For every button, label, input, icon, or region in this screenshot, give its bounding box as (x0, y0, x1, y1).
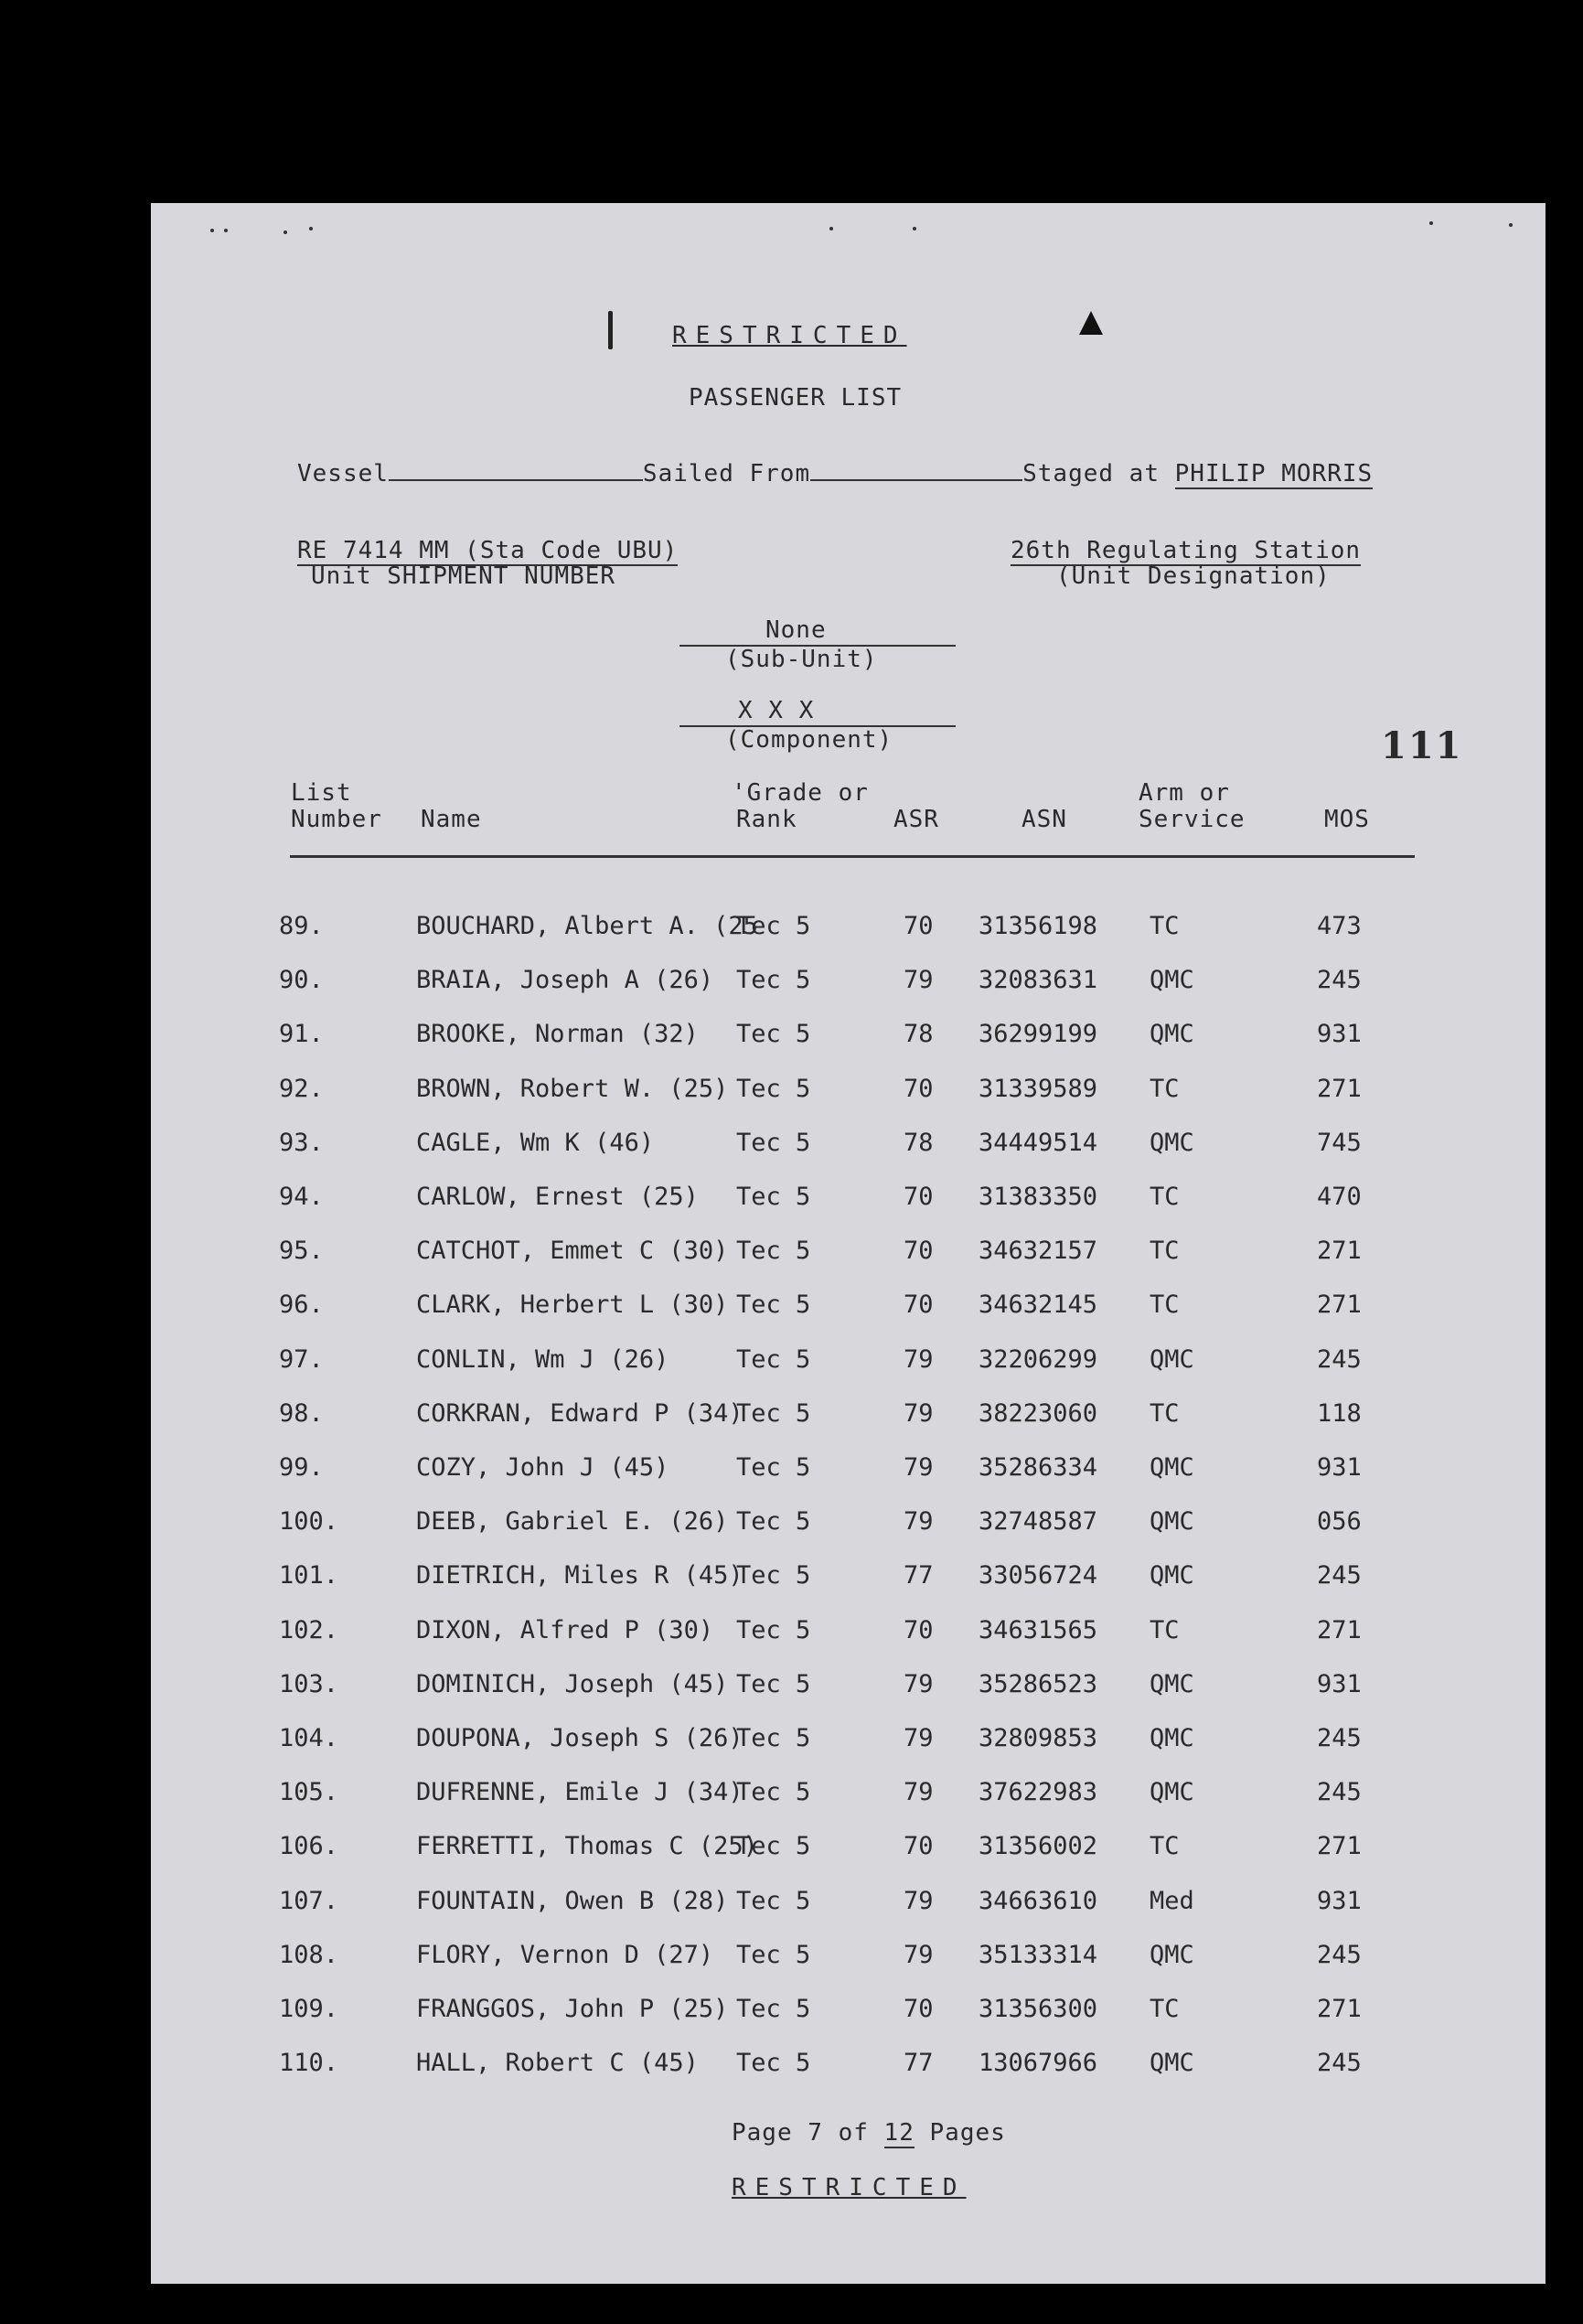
row-name: CAGLE, Wm K (46) (416, 1128, 655, 1157)
row-grade: Tec 5 (736, 1020, 811, 1049)
table-row (151, 966, 1546, 1002)
col-mos: MOS (1324, 806, 1370, 833)
row-mos: 271 (1317, 1074, 1362, 1103)
row-asn: 36299199 (979, 1020, 1098, 1049)
shipment-number: RE 7414 MM (Sta Code UBU) (297, 537, 679, 564)
row-asn: 32083631 (979, 966, 1098, 995)
table-row (151, 1995, 1546, 2031)
row-arm: TC (1150, 1615, 1180, 1644)
row-asn: 35286334 (979, 1453, 1098, 1482)
table-row (151, 1670, 1546, 1707)
row-number: 95. (279, 1237, 324, 1266)
row-asr: 70 (904, 1237, 934, 1266)
row-asr: 70 (904, 912, 934, 940)
vessel-line (297, 459, 1373, 489)
row-arm: TC (1150, 1183, 1180, 1211)
row-name: HALL, Robert C (45) (416, 2049, 699, 2078)
row-asn: 13067966 (979, 2049, 1098, 2078)
row-asr: 79 (904, 1453, 934, 1482)
row-mos: 931 (1317, 1020, 1362, 1049)
row-mos: 473 (1317, 912, 1362, 940)
row-mos: 245 (1317, 1561, 1362, 1590)
pen-mark (608, 311, 613, 349)
row-asn: 34631565 (979, 1615, 1098, 1644)
table-row (151, 1291, 1546, 1327)
row-number: 96. (279, 1291, 324, 1320)
sub-unit-caption: (Sub-Unit) (725, 646, 878, 673)
row-grade: Tec 5 (736, 1398, 811, 1428)
row-number: 97. (279, 1344, 324, 1374)
row-mos: 245 (1317, 966, 1362, 995)
row-asn: 34632145 (979, 1291, 1098, 1320)
row-mos: 271 (1317, 1995, 1362, 2023)
row-name: CLARK, Herbert L (30) (416, 1291, 729, 1320)
row-grade: Tec 5 (736, 2049, 811, 2078)
speck-mark (210, 229, 214, 232)
speck-mark (829, 227, 833, 230)
row-name: FLORY, Vernon D (27) (416, 1940, 714, 1969)
row-mos: 245 (1317, 1724, 1362, 1752)
row-name: DOUPONA, Joseph S (26) (416, 1724, 743, 1752)
row-number: 106. (279, 1832, 339, 1861)
row-mos: 745 (1317, 1128, 1362, 1157)
table-row (151, 1183, 1546, 1219)
table-row (151, 1237, 1546, 1273)
row-arm: Med (1150, 1886, 1194, 1915)
row-asn: 35286523 (979, 1669, 1098, 1698)
vessel-label: Vessel (297, 460, 389, 487)
row-arm: TC (1150, 1398, 1180, 1428)
row-arm: QMC (1150, 1507, 1194, 1537)
row-arm: QMC (1150, 1020, 1194, 1049)
row-arm: TC (1150, 1074, 1180, 1103)
row-mos: 271 (1317, 1237, 1362, 1266)
row-asn: 31356300 (979, 1995, 1098, 2023)
col-grade-2: Rank (736, 806, 797, 833)
table-row (151, 1020, 1546, 1056)
row-asn: 37622983 (979, 1778, 1098, 1807)
row-asr: 79 (904, 1669, 934, 1698)
speck-mark (1509, 223, 1513, 227)
row-asn: 31339589 (979, 1074, 1098, 1103)
row-name: CORKRAN, Edward P (34) (416, 1398, 743, 1428)
row-asn: 31383350 (979, 1183, 1098, 1211)
row-grade: Tec 5 (736, 1669, 811, 1698)
row-number: 101. (279, 1561, 339, 1590)
row-asr: 79 (904, 1724, 934, 1752)
row-name: DEEB, Gabriel E. (26) (416, 1507, 729, 1537)
row-asr: 79 (904, 1344, 934, 1374)
table-row (151, 1887, 1546, 1923)
row-asn: 31356002 (979, 1832, 1098, 1861)
row-mos: 245 (1317, 1778, 1362, 1807)
row-name: FOUNTAIN, Owen B (28) (416, 1886, 729, 1915)
col-grade-1: 'Grade or (732, 779, 869, 807)
row-number: 100. (279, 1507, 339, 1537)
list-title: PASSENGER LIST (689, 384, 903, 412)
row-arm: QMC (1150, 1561, 1194, 1590)
col-list-number-1: List (291, 779, 352, 807)
row-asn: 38223060 (979, 1398, 1098, 1428)
table-row (151, 912, 1546, 948)
row-mos: 245 (1317, 1940, 1362, 1969)
row-arm: TC (1150, 912, 1180, 940)
row-mos: 271 (1317, 1291, 1362, 1320)
page-prefix: Page 7 of (732, 2119, 869, 2147)
restricted-footer: RESTRICTED (732, 2174, 967, 2201)
row-asr: 70 (904, 1291, 934, 1320)
row-mos: 470 (1317, 1183, 1362, 1211)
row-asr: 78 (904, 1020, 934, 1049)
row-arm: TC (1150, 1995, 1180, 2023)
table-row (151, 1724, 1546, 1761)
sailed-from-label: Sailed From (642, 460, 811, 487)
col-name: Name (421, 806, 482, 833)
header-rule (290, 855, 1415, 858)
row-asr: 79 (904, 1398, 934, 1428)
table-row (151, 1561, 1546, 1598)
row-number: 98. (279, 1398, 324, 1428)
shipment-caption: Unit SHIPMENT NUMBER (311, 562, 616, 590)
table-row (151, 2049, 1546, 2085)
row-mos: 245 (1317, 1344, 1362, 1374)
row-asr: 70 (904, 1074, 934, 1103)
row-arm: QMC (1150, 1453, 1194, 1482)
row-arm: QMC (1150, 1778, 1194, 1807)
row-arm: TC (1150, 1237, 1180, 1266)
row-name: FRANGGOS, John P (25) (416, 1995, 729, 2023)
restricted-heading: RESTRICTED (672, 322, 907, 349)
row-asr: 70 (904, 1995, 934, 2023)
speck-mark (1429, 221, 1433, 225)
row-asn: 35133314 (979, 1940, 1098, 1969)
row-asn: 31356198 (979, 912, 1098, 940)
row-name: FERRETTI, Thomas C (25) (416, 1832, 758, 1861)
table-row (151, 1832, 1546, 1869)
row-asn: 34632157 (979, 1237, 1098, 1266)
row-name: BROOKE, Norman (32) (416, 1020, 699, 1049)
row-name: COZY, John J (45) (416, 1453, 669, 1482)
page-total: 12 (883, 2119, 915, 2147)
speck-mark (283, 230, 287, 234)
row-name: DIETRICH, Miles R (45) (416, 1561, 743, 1590)
row-asn: 33056724 (979, 1561, 1098, 1590)
row-number: 94. (279, 1183, 324, 1211)
table-row (151, 1399, 1546, 1436)
row-name: BROWN, Robert W. (25) (416, 1074, 729, 1103)
row-name: DIXON, Alfred P (30) (416, 1615, 714, 1644)
row-mos: 245 (1317, 2049, 1362, 2078)
row-grade: Tec 5 (736, 1291, 811, 1320)
row-number: 93. (279, 1128, 324, 1157)
row-grade: Tec 5 (736, 912, 811, 940)
unit-designation-caption: (Unit Designation) (1056, 562, 1331, 590)
triangle-mark-icon (1079, 311, 1103, 335)
row-asn: 32748587 (979, 1507, 1098, 1537)
row-asr: 77 (904, 1561, 934, 1590)
row-grade: Tec 5 (736, 1507, 811, 1537)
row-number: 105. (279, 1778, 339, 1807)
row-grade: Tec 5 (736, 1561, 811, 1590)
page-count (732, 2119, 1006, 2148)
row-number: 89. (279, 912, 324, 940)
row-grade: Tec 5 (736, 1724, 811, 1752)
row-grade: Tec 5 (736, 1778, 811, 1807)
row-asr: 70 (904, 1615, 934, 1644)
vessel-blank (389, 459, 643, 481)
col-list-number-2: Number (291, 806, 382, 833)
row-grade: Tec 5 (736, 1886, 811, 1915)
row-asn: 32206299 (979, 1344, 1098, 1374)
row-mos: 931 (1317, 1886, 1362, 1915)
row-arm: QMC (1150, 966, 1194, 995)
row-asr: 79 (904, 1940, 934, 1969)
row-mos: 056 (1317, 1507, 1362, 1537)
row-arm: TC (1150, 1832, 1180, 1861)
speck-mark (224, 229, 228, 232)
row-name: DOMINICH, Joseph (45) (416, 1669, 729, 1698)
row-name: BOUCHARD, Albert A. (25 (416, 912, 758, 940)
row-grade: Tec 5 (736, 1832, 811, 1861)
row-number: 110. (279, 2049, 339, 2078)
row-mos: 271 (1317, 1832, 1362, 1861)
page-suffix: Pages (929, 2119, 1006, 2147)
row-number: 92. (279, 1074, 324, 1103)
row-arm: QMC (1150, 1724, 1194, 1752)
row-arm: QMC (1150, 1344, 1194, 1374)
row-asr: 77 (904, 2049, 934, 2078)
row-name: DUFRENNE, Emile J (34) (416, 1778, 743, 1807)
row-asr: 79 (904, 1507, 934, 1537)
row-number: 104. (279, 1724, 339, 1752)
row-asn: 34449514 (979, 1128, 1098, 1157)
row-name: CONLIN, Wm J (26) (416, 1344, 669, 1374)
table-row (151, 1941, 1546, 1977)
row-grade: Tec 5 (736, 1995, 811, 2023)
table-row (151, 1453, 1546, 1490)
row-asn: 34663610 (979, 1886, 1098, 1915)
row-grade: Tec 5 (736, 1183, 811, 1211)
row-grade: Tec 5 (736, 1615, 811, 1644)
row-asn: 32809853 (979, 1724, 1098, 1752)
row-asr: 70 (904, 1832, 934, 1861)
row-asr: 78 (904, 1128, 934, 1157)
row-mos: 931 (1317, 1453, 1362, 1482)
col-asr: ASR (893, 806, 939, 833)
row-grade: Tec 5 (736, 1453, 811, 1482)
row-name: CATCHOT, Emmet C (30) (416, 1237, 729, 1266)
row-number: 109. (279, 1995, 339, 2023)
row-asr: 70 (904, 1183, 934, 1211)
component-value: X X X (738, 697, 815, 724)
row-number: 103. (279, 1669, 339, 1698)
col-asn: ASN (1021, 806, 1067, 833)
row-number: 90. (279, 966, 324, 995)
table-row (151, 1778, 1546, 1815)
row-number: 107. (279, 1886, 339, 1915)
col-arm-1: Arm or (1139, 779, 1230, 807)
unit-designation: 26th Regulating Station (1011, 537, 1362, 564)
table-row (151, 1345, 1546, 1382)
row-asr: 79 (904, 1886, 934, 1915)
sheet-number: 111 (1381, 724, 1463, 767)
row-number: 102. (279, 1615, 339, 1644)
row-arm: QMC (1150, 2049, 1194, 2078)
table-row (151, 1129, 1546, 1165)
row-mos: 931 (1317, 1669, 1362, 1698)
row-grade: Tec 5 (736, 1344, 811, 1374)
row-number: 91. (279, 1020, 324, 1049)
staged-at-label: Staged at (1022, 460, 1160, 487)
row-arm: QMC (1150, 1669, 1194, 1698)
speck-mark (309, 227, 313, 230)
component-caption: (Component) (725, 726, 893, 754)
sailed-from-blank (810, 459, 1022, 481)
table-row (151, 1616, 1546, 1653)
row-grade: Tec 5 (736, 1128, 811, 1157)
row-asr: 79 (904, 966, 934, 995)
table-row (151, 1507, 1546, 1544)
row-arm: TC (1150, 1291, 1180, 1320)
row-grade: Tec 5 (736, 1237, 811, 1266)
row-name: CARLOW, Ernest (25) (416, 1183, 699, 1211)
speck-mark (913, 227, 916, 230)
document-page (151, 203, 1546, 2284)
row-asr: 79 (904, 1778, 934, 1807)
row-mos: 271 (1317, 1615, 1362, 1644)
row-name: BRAIA, Joseph A (26) (416, 966, 714, 995)
row-mos: 118 (1317, 1398, 1362, 1428)
col-arm-2: Service (1139, 806, 1246, 833)
sub-unit-value: None (765, 616, 827, 644)
row-arm: QMC (1150, 1940, 1194, 1969)
row-grade: Tec 5 (736, 1940, 811, 1969)
table-row (151, 1075, 1546, 1111)
row-grade: Tec 5 (736, 966, 811, 995)
row-arm: QMC (1150, 1128, 1194, 1157)
row-number: 108. (279, 1940, 339, 1969)
row-grade: Tec 5 (736, 1074, 811, 1103)
row-number: 99. (279, 1453, 324, 1482)
staged-at-value: PHILIP MORRIS (1174, 460, 1374, 487)
